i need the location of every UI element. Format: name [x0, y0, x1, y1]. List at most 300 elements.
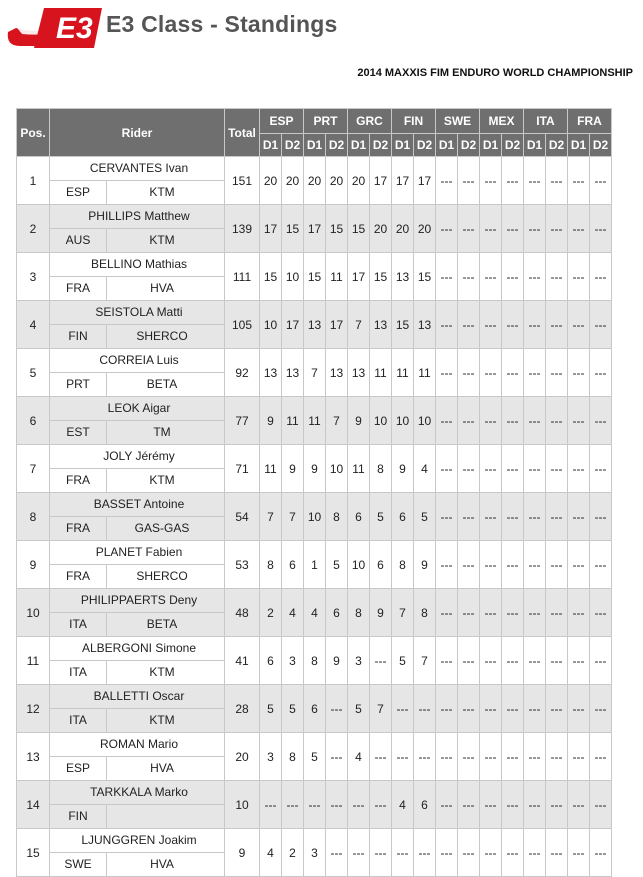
rider-bike: HVA	[106, 853, 217, 876]
rider-cell	[50, 157, 225, 205]
rider-total: 28	[225, 685, 260, 733]
rider-position: 7	[17, 445, 50, 493]
score-cell: 9	[282, 445, 304, 493]
rider-bike: HVA	[106, 757, 217, 780]
score-cell: 8	[370, 445, 392, 493]
score-cell: 4	[348, 733, 370, 781]
day-header: D1	[260, 134, 282, 157]
rider-position: 10	[17, 589, 50, 637]
score-cell: ---	[458, 205, 480, 253]
rider-total: 10	[225, 781, 260, 829]
score-cell: 10	[260, 301, 282, 349]
score-cell: ---	[436, 397, 458, 445]
score-cell: ---	[546, 685, 568, 733]
score-cell: 5	[414, 493, 436, 541]
score-cell: 17	[392, 157, 414, 205]
score-cell: ---	[502, 493, 524, 541]
score-cell: ---	[502, 685, 524, 733]
score-cell: ---	[568, 733, 590, 781]
table-row	[17, 685, 612, 733]
rider-bike: BETA	[106, 373, 217, 396]
rider-country: ITA	[69, 713, 87, 727]
score-cell: 8	[304, 637, 326, 685]
score-cell: ---	[524, 589, 546, 637]
score-cell: ---	[480, 349, 502, 397]
score-cell: ---	[590, 685, 612, 733]
table-row	[17, 781, 612, 829]
score-cell: 3	[260, 733, 282, 781]
rider-total: 151	[225, 157, 260, 205]
score-cell: ---	[480, 397, 502, 445]
score-cell: 20	[260, 157, 282, 205]
score-cell: 7	[392, 589, 414, 637]
score-cell: ---	[392, 733, 414, 781]
score-cell: ---	[546, 349, 568, 397]
score-cell: 6	[282, 541, 304, 589]
score-cell: 6	[348, 493, 370, 541]
rider-cell	[50, 637, 225, 685]
score-cell: ---	[458, 589, 480, 637]
score-cell: ---	[502, 637, 524, 685]
score-cell: ---	[480, 829, 502, 877]
score-cell: ---	[590, 589, 612, 637]
score-cell: 13	[348, 349, 370, 397]
day-header: D1	[392, 134, 414, 157]
score-cell: 4	[282, 589, 304, 637]
score-cell: ---	[546, 541, 568, 589]
score-cell: 4	[304, 589, 326, 637]
score-cell: ---	[568, 157, 590, 205]
score-cell: ---	[436, 493, 458, 541]
score-cell: ---	[568, 685, 590, 733]
score-cell: ---	[590, 781, 612, 829]
page-title: E3 Class - Standings	[106, 11, 338, 37]
score-cell: 17	[326, 301, 348, 349]
score-cell: ---	[524, 397, 546, 445]
rider-total: 20	[225, 733, 260, 781]
score-cell: ---	[502, 301, 524, 349]
day-header: D2	[590, 134, 612, 157]
score-cell: ---	[568, 637, 590, 685]
rider-name: JOLY Jérémy	[50, 445, 224, 469]
rider-bike: KTM	[106, 469, 217, 492]
score-cell: 6	[304, 685, 326, 733]
score-cell: ---	[524, 733, 546, 781]
score-cell: 6	[326, 589, 348, 637]
score-cell: 17	[304, 205, 326, 253]
rider-position: 15	[17, 829, 50, 877]
score-cell: ---	[436, 157, 458, 205]
score-cell: ---	[458, 829, 480, 877]
rider-name: PLANET Fabien	[50, 541, 224, 565]
rider-cell	[50, 781, 225, 829]
rider-bike: SHERCO	[106, 565, 217, 588]
score-cell: 13	[414, 301, 436, 349]
score-cell: 11	[348, 445, 370, 493]
score-cell: ---	[590, 301, 612, 349]
score-cell: ---	[546, 205, 568, 253]
rider-bike	[106, 805, 217, 828]
score-cell: ---	[524, 541, 546, 589]
rider-cell	[50, 349, 225, 397]
score-cell: 9	[348, 397, 370, 445]
score-cell: ---	[502, 349, 524, 397]
event-header: MEX	[480, 109, 524, 134]
event-header: FIN	[392, 109, 436, 134]
score-cell: 7	[304, 349, 326, 397]
score-cell: ---	[568, 349, 590, 397]
day-header: D2	[370, 134, 392, 157]
score-cell: ---	[436, 733, 458, 781]
score-cell: ---	[370, 733, 392, 781]
rider-country: ESP	[65, 761, 90, 775]
rider-cell	[50, 253, 225, 301]
score-cell: ---	[458, 301, 480, 349]
rider-cell	[50, 589, 225, 637]
score-cell: ---	[436, 445, 458, 493]
score-cell: 15	[282, 205, 304, 253]
score-cell: ---	[458, 781, 480, 829]
score-cell: 7	[282, 493, 304, 541]
score-cell: 7	[348, 301, 370, 349]
score-cell: ---	[436, 349, 458, 397]
table-row	[17, 397, 612, 445]
rider-name: PHILIPPAERTS Deny	[50, 589, 224, 613]
score-cell: 15	[370, 253, 392, 301]
score-cell: ---	[590, 397, 612, 445]
score-cell: ---	[480, 157, 502, 205]
event-header: FRA	[568, 109, 612, 134]
rider-position: 6	[17, 397, 50, 445]
rider-name: BASSET Antoine	[50, 493, 224, 517]
score-cell: 13	[392, 253, 414, 301]
rider-name: CERVANTES Ivan	[50, 157, 224, 181]
score-cell: 5	[326, 541, 348, 589]
score-cell: ---	[392, 685, 414, 733]
day-header: D1	[568, 134, 590, 157]
rider-cell	[50, 493, 225, 541]
table-row	[17, 445, 612, 493]
score-cell: 15	[260, 253, 282, 301]
rider-total: 111	[225, 253, 260, 301]
score-cell: ---	[458, 349, 480, 397]
score-cell: ---	[590, 157, 612, 205]
score-cell: ---	[480, 541, 502, 589]
table-row	[17, 733, 612, 781]
event-header: PRT	[304, 109, 348, 134]
score-cell: ---	[480, 589, 502, 637]
rider-country: ITA	[69, 665, 87, 679]
score-cell: ---	[436, 589, 458, 637]
score-cell: 3	[348, 637, 370, 685]
score-cell: 2	[282, 829, 304, 877]
rider-country: ESP	[65, 185, 90, 199]
score-cell: ---	[436, 253, 458, 301]
score-cell: ---	[524, 253, 546, 301]
rider-bike: BETA	[106, 613, 217, 636]
score-cell: ---	[524, 781, 546, 829]
score-cell: ---	[458, 253, 480, 301]
score-cell: 20	[348, 157, 370, 205]
rider-total: 92	[225, 349, 260, 397]
score-cell: ---	[480, 493, 502, 541]
score-cell: 13	[260, 349, 282, 397]
score-cell: 7	[370, 685, 392, 733]
score-cell: ---	[370, 781, 392, 829]
page-header	[0, 0, 643, 56]
day-header: D2	[502, 134, 524, 157]
score-cell: 13	[304, 301, 326, 349]
score-cell: ---	[480, 205, 502, 253]
score-cell: ---	[546, 589, 568, 637]
rider-cell	[50, 301, 225, 349]
score-cell: ---	[590, 493, 612, 541]
score-cell: 15	[348, 205, 370, 253]
rider-name: ROMAN Mario	[50, 733, 224, 757]
score-cell: 17	[282, 301, 304, 349]
rider-country: AUS	[65, 233, 91, 247]
score-cell: ---	[414, 685, 436, 733]
score-cell: ---	[370, 829, 392, 877]
score-cell: 11	[414, 349, 436, 397]
score-cell: 9	[392, 445, 414, 493]
score-cell: 20	[414, 205, 436, 253]
score-cell: ---	[524, 493, 546, 541]
score-cell: ---	[502, 733, 524, 781]
header-rider: Rider	[50, 109, 225, 157]
rider-bike: HVA	[106, 277, 217, 300]
rider-bike: KTM	[106, 181, 217, 204]
score-cell: ---	[436, 637, 458, 685]
score-cell: ---	[524, 445, 546, 493]
score-cell: 5	[260, 685, 282, 733]
event-header: ITA	[524, 109, 568, 134]
rider-cell	[50, 397, 225, 445]
score-cell: ---	[568, 301, 590, 349]
svg-text:E3: E3	[56, 12, 93, 45]
rider-total: 54	[225, 493, 260, 541]
day-header: D1	[348, 134, 370, 157]
rider-cell	[50, 829, 225, 877]
score-cell: ---	[326, 685, 348, 733]
score-cell: ---	[414, 829, 436, 877]
score-cell: ---	[568, 781, 590, 829]
score-cell: ---	[436, 541, 458, 589]
score-cell: ---	[458, 637, 480, 685]
score-cell: 2	[260, 589, 282, 637]
score-cell: 8	[326, 493, 348, 541]
score-cell: ---	[392, 829, 414, 877]
score-cell: 17	[260, 205, 282, 253]
day-header: D2	[546, 134, 568, 157]
score-cell: 11	[392, 349, 414, 397]
table-row	[17, 637, 612, 685]
score-cell: ---	[590, 445, 612, 493]
rider-position: 5	[17, 349, 50, 397]
rider-cell	[50, 685, 225, 733]
score-cell: ---	[568, 397, 590, 445]
rider-position: 3	[17, 253, 50, 301]
score-cell: ---	[546, 157, 568, 205]
rider-position: 2	[17, 205, 50, 253]
rider-total: 53	[225, 541, 260, 589]
score-cell: ---	[480, 637, 502, 685]
score-cell: 9	[260, 397, 282, 445]
rider-position: 9	[17, 541, 50, 589]
score-cell: ---	[546, 301, 568, 349]
score-cell: 11	[304, 397, 326, 445]
score-cell: 10	[370, 397, 392, 445]
score-cell: ---	[568, 829, 590, 877]
score-cell: 15	[414, 253, 436, 301]
table-row	[17, 493, 612, 541]
score-cell: 8	[392, 541, 414, 589]
score-cell: ---	[326, 829, 348, 877]
score-cell: ---	[524, 157, 546, 205]
table-row	[17, 349, 612, 397]
rider-total: 77	[225, 397, 260, 445]
score-cell: 6	[260, 637, 282, 685]
rider-total: 139	[225, 205, 260, 253]
score-cell: 8	[348, 589, 370, 637]
score-cell: ---	[458, 733, 480, 781]
score-cell: ---	[590, 253, 612, 301]
score-cell: 10	[348, 541, 370, 589]
table-row	[17, 589, 612, 637]
score-cell: ---	[414, 733, 436, 781]
score-cell: 5	[282, 685, 304, 733]
rider-total: 71	[225, 445, 260, 493]
score-cell: ---	[436, 685, 458, 733]
score-cell: ---	[524, 685, 546, 733]
score-cell: ---	[524, 829, 546, 877]
rider-country: ITA	[69, 617, 87, 631]
rider-country: SWE	[64, 857, 92, 871]
rider-name: LEOK Aigar	[50, 397, 224, 421]
event-header: GRC	[348, 109, 392, 134]
score-cell: ---	[458, 157, 480, 205]
standings-table	[16, 108, 612, 877]
rider-name: SEISTOLA Matti	[50, 301, 224, 325]
score-cell: ---	[502, 253, 524, 301]
header-total: Total	[225, 109, 260, 157]
score-cell: ---	[436, 781, 458, 829]
rider-name: LJUNGGREN Joakim	[50, 829, 224, 853]
score-cell: ---	[502, 205, 524, 253]
score-cell: 20	[370, 205, 392, 253]
rider-bike: KTM	[106, 229, 217, 252]
rider-country: FIN	[68, 329, 88, 343]
score-cell: ---	[568, 445, 590, 493]
rider-bike: KTM	[106, 661, 217, 684]
table-row	[17, 205, 612, 253]
score-cell: 13	[326, 349, 348, 397]
rider-position: 1	[17, 157, 50, 205]
score-cell: ---	[546, 781, 568, 829]
score-cell: ---	[480, 685, 502, 733]
score-cell: 9	[304, 445, 326, 493]
score-cell: ---	[458, 397, 480, 445]
score-cell: 3	[282, 637, 304, 685]
rider-cell	[50, 445, 225, 493]
score-cell: ---	[260, 781, 282, 829]
rider-cell	[50, 541, 225, 589]
score-cell: ---	[524, 301, 546, 349]
table-row	[17, 541, 612, 589]
rider-position: 13	[17, 733, 50, 781]
rider-cell	[50, 733, 225, 781]
rider-name: PHILLIPS Matthew	[50, 205, 224, 229]
score-cell: ---	[480, 733, 502, 781]
score-cell: 15	[326, 205, 348, 253]
e3-logo[interactable]	[4, 2, 104, 52]
score-cell: ---	[458, 685, 480, 733]
rider-country: FRA	[66, 569, 90, 583]
score-cell: 1	[304, 541, 326, 589]
score-cell: ---	[502, 589, 524, 637]
score-cell: 20	[392, 205, 414, 253]
score-cell: 11	[326, 253, 348, 301]
score-cell: 6	[392, 493, 414, 541]
score-cell: 5	[392, 637, 414, 685]
score-cell: ---	[590, 637, 612, 685]
score-cell: 4	[392, 781, 414, 829]
rider-bike: GAS-GAS	[106, 517, 217, 540]
day-header: D1	[436, 134, 458, 157]
score-cell: ---	[524, 349, 546, 397]
score-cell: ---	[568, 589, 590, 637]
score-cell: ---	[546, 637, 568, 685]
score-cell: ---	[480, 445, 502, 493]
score-cell: ---	[502, 829, 524, 877]
score-cell: 9	[414, 541, 436, 589]
day-header: D2	[458, 134, 480, 157]
rider-total: 41	[225, 637, 260, 685]
score-cell: 20	[282, 157, 304, 205]
score-cell: 13	[370, 301, 392, 349]
score-cell: ---	[524, 205, 546, 253]
score-cell: 17	[348, 253, 370, 301]
day-header: D1	[304, 134, 326, 157]
score-cell: ---	[546, 253, 568, 301]
score-cell: 7	[260, 493, 282, 541]
score-cell: ---	[458, 541, 480, 589]
score-cell: 9	[326, 637, 348, 685]
score-cell: 5	[304, 733, 326, 781]
score-cell: ---	[568, 205, 590, 253]
rider-country: FIN	[68, 809, 88, 823]
score-cell: ---	[568, 253, 590, 301]
score-cell: 15	[392, 301, 414, 349]
rider-country: FRA	[66, 473, 90, 487]
score-cell: ---	[502, 781, 524, 829]
score-cell: 7	[326, 397, 348, 445]
day-header: D1	[480, 134, 502, 157]
score-cell: ---	[502, 397, 524, 445]
rider-position: 14	[17, 781, 50, 829]
rider-total: 48	[225, 589, 260, 637]
score-cell: ---	[590, 349, 612, 397]
rider-name: TARKKALA Marko	[50, 781, 224, 805]
score-cell: ---	[546, 733, 568, 781]
rider-position: 4	[17, 301, 50, 349]
rider-name: BALLETTI Oscar	[50, 685, 224, 709]
rider-total: 105	[225, 301, 260, 349]
score-cell: 8	[282, 733, 304, 781]
rider-position: 12	[17, 685, 50, 733]
score-cell: ---	[546, 493, 568, 541]
score-cell: 11	[260, 445, 282, 493]
